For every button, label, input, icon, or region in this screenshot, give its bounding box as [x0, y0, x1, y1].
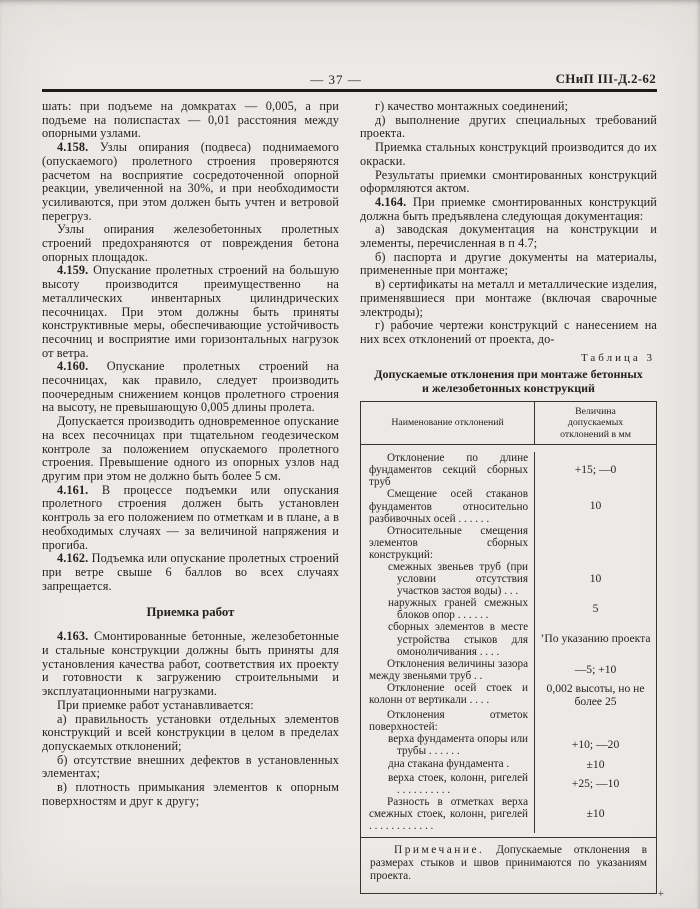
- row-label: Разность в отметках верха смежных стоек, колонн, ригелей . . . . . . . . . . . .: [361, 796, 535, 832]
- paragraph: б) отсутствие внешних дефектов в установленных элементах;: [42, 752, 339, 781]
- doc-code: СНиП III-Д.2-62: [555, 71, 656, 86]
- row-value: 0,002 высоты, но не более 25: [546, 681, 645, 708]
- table-row: [361, 733, 656, 757]
- page-number: — 37 —: [310, 72, 362, 87]
- table-caption: Таблица 3: [580, 351, 655, 364]
- table-row: [361, 772, 656, 796]
- clause-number: 4.163.: [57, 629, 94, 644]
- paragraph: 4.163. Смонтированные бетонные, железобетонные и стальные конструкции должны быть приняты для установления качества работ, соответствия их проекту и готовности к загружению строительными и эксплуатационными нагрузками.: [42, 629, 339, 699]
- paragraph: 4.161. В процессе подъемки или опускания пролетного строения должен быть установлен контроль за его положением по отметкам и в плане, а в необходимых случаях — за величиной напряжения и прогиба.: [42, 482, 339, 552]
- table-row: [361, 709, 656, 733]
- row-value: ’По указанию проекта: [540, 632, 651, 646]
- paragraph: 4.160. Опускание пролетных строений на песочницах, как правило, следует производить поочередным снижением концов пролетного строения на высоту, не превышающую 0,005 длины пролета.: [42, 359, 339, 415]
- paragraph: Узлы опирания железобетонных пролетных строений предохраняются от повреждения бетона опорных площадок.: [42, 222, 339, 264]
- paragraph: 4.159. Опускание пролетных строений на большую высоту производится преимущественно на металлических инвентарных цилиндрических песочницах. При этом должны быть приняты конструктивные меры, обеспечивающие устойчивость песочниц и восприятие ими горизонтальных нагрузок от ветра.: [42, 263, 339, 360]
- paragraph: Допускается производить одновременное опускание на всех песочницах при тщательном геодезическом контроле за положением опускаемого пролетного строения. Превышение одного из опорных узлов над другим при этом не должно быть более 5 см.: [42, 414, 339, 483]
- row-label: Отклонения величины зазора между звеньями труб . .: [361, 658, 535, 682]
- text-columns: [0, 92, 700, 901]
- row-value: 10: [589, 499, 602, 513]
- table-row: [361, 658, 656, 682]
- clause-number: 4.158.: [57, 140, 100, 155]
- paragraph: 4.158. Узлы опирания (подвеса) поднимаемого (опускаемого) пролетного строения проверяются расчетом на восприятие сосредоточенной опорной реакции, увеличенной на 30%, и при необходимости усиливаются, при этом должен быть учтен и ветровой перегруз.: [42, 140, 339, 223]
- paragraph: в) сертификаты на металл и металлические изделия, применявшиеся при монтаже (включая сварочные электроды);: [360, 277, 657, 319]
- left-column: [42, 100, 339, 808]
- row-label: Отклонения отметок поверхностей:: [361, 709, 535, 733]
- table-row: [361, 621, 656, 657]
- row-label: верха фундамента опоры или трубы . . . . . .: [361, 733, 535, 757]
- row-label: Смещение осей стаканов фундаментов относительно разбивочных осей . . . . . .: [361, 488, 535, 524]
- row-value: [535, 709, 656, 733]
- paragraph: б) паспорта и другие документы на материалы, примененные при монтаже;: [360, 249, 657, 278]
- row-value: —5; +10: [574, 662, 617, 676]
- page-header: [0, 0, 700, 89]
- table-note-text: Допускаемые отклонения в размерах стыков и швов принимаются по указаниям проекта.: [370, 843, 647, 882]
- row-label: Относительные смещения элементов сборных конструкций:: [361, 525, 535, 561]
- clause-number: 4.160.: [57, 359, 107, 374]
- row-value: ±10: [586, 757, 605, 771]
- table-wrap: [360, 401, 664, 901]
- row-label: Отклонение по длине фундаментов секций сборных труб: [361, 452, 535, 488]
- row-value: +25; —10: [571, 776, 620, 790]
- paragraph: д) выполнение других специальных требований проекта.: [360, 112, 657, 141]
- paragraph: а) заводская документация на конструкции и элементы, перечисленная в п 4.7;: [360, 222, 657, 251]
- table-title: Допускаемые отклонения при монтаже бетонных и железобетонных конструкций: [374, 366, 643, 396]
- paragraph: При приемке работ устанавливается:: [57, 697, 254, 712]
- section-heading: Приемка работ: [146, 605, 235, 620]
- paragraph: Результаты приемки смонтированных конструкций оформляются актом.: [360, 167, 657, 196]
- clause-number: 4.162.: [57, 551, 92, 566]
- row-value: 5: [592, 602, 599, 616]
- table-header-value: Величина допускаемых отклонений в мм: [560, 405, 631, 440]
- row-label: дна стакана фундамента .: [361, 758, 535, 773]
- table-header-name: Наименование отклонений: [361, 402, 535, 445]
- table-row: [361, 758, 656, 773]
- row-value: 10: [589, 571, 602, 585]
- paragraph: г) рабочие чертежи конструкций с нанесением на них всех отклонений от проекта, до-: [360, 318, 657, 346]
- table-note: [361, 837, 656, 894]
- table-row: [361, 597, 656, 621]
- deviations-table: [360, 401, 657, 895]
- table-body: [361, 445, 656, 836]
- clause-number: 4.159.: [57, 263, 94, 278]
- right-column: [360, 99, 664, 901]
- row-label: наружных граней смежных блоков опор . . . . . .: [361, 597, 535, 621]
- row-value: [535, 525, 656, 561]
- paragraph: 4.164. При приемке смонтированных конструкций должна быть предъявлена следующая документация:: [360, 194, 657, 223]
- registration-mark: +: [657, 888, 664, 901]
- table-row: [361, 682, 656, 709]
- row-value: ±10: [586, 807, 605, 821]
- paragraph: г) качество монтажных соединений;: [375, 99, 569, 113]
- paragraph: а) правильность установки отдельных элементов конструкций и всей конструкции в целом в пределах допускаемых отклонений;: [42, 711, 339, 753]
- row-label: Отклонение осей стоек и колонн от вертикали . . . .: [361, 682, 535, 709]
- table-note-label: Примечание.: [394, 843, 485, 856]
- table-row: [361, 561, 656, 597]
- clause-number: 4.161.: [57, 482, 102, 497]
- table-header-row: [361, 402, 656, 446]
- right-column-text: [360, 100, 657, 347]
- row-label: верха стоек, колонн, ригелей . . . . . . . . . .: [361, 772, 535, 796]
- paragraph: Приемка стальных конструкций производится до их окраски.: [360, 140, 657, 168]
- row-label: сборных элементов в месте устройства стыков для омоноличивания . . . .: [361, 621, 535, 657]
- paragraph: в) плотность примыкания элементов к опорным поверхностям и друг к другу;: [42, 780, 339, 808]
- paragraph: шать: при подъеме на домкратах — 0,005, а при подъеме на полиспастах — 0,01 расстояния между опорными узлами.: [42, 99, 339, 141]
- clause-number: 4.164.: [375, 194, 413, 209]
- row-value: +10; —20: [571, 738, 620, 752]
- table-row: [361, 488, 656, 524]
- row-value: +15; —0: [574, 463, 617, 476]
- row-label: смежных звеньев труб (при условии отсутствия участков застоя воды) . . .: [361, 561, 535, 597]
- table-row: [361, 525, 656, 561]
- table-row: [361, 796, 656, 832]
- table-row: [361, 452, 656, 488]
- paragraph: 4.162. Подъемка или опускание пролетных строений при ветре свыше 6 баллов во всех случаях запрещается.: [42, 551, 339, 593]
